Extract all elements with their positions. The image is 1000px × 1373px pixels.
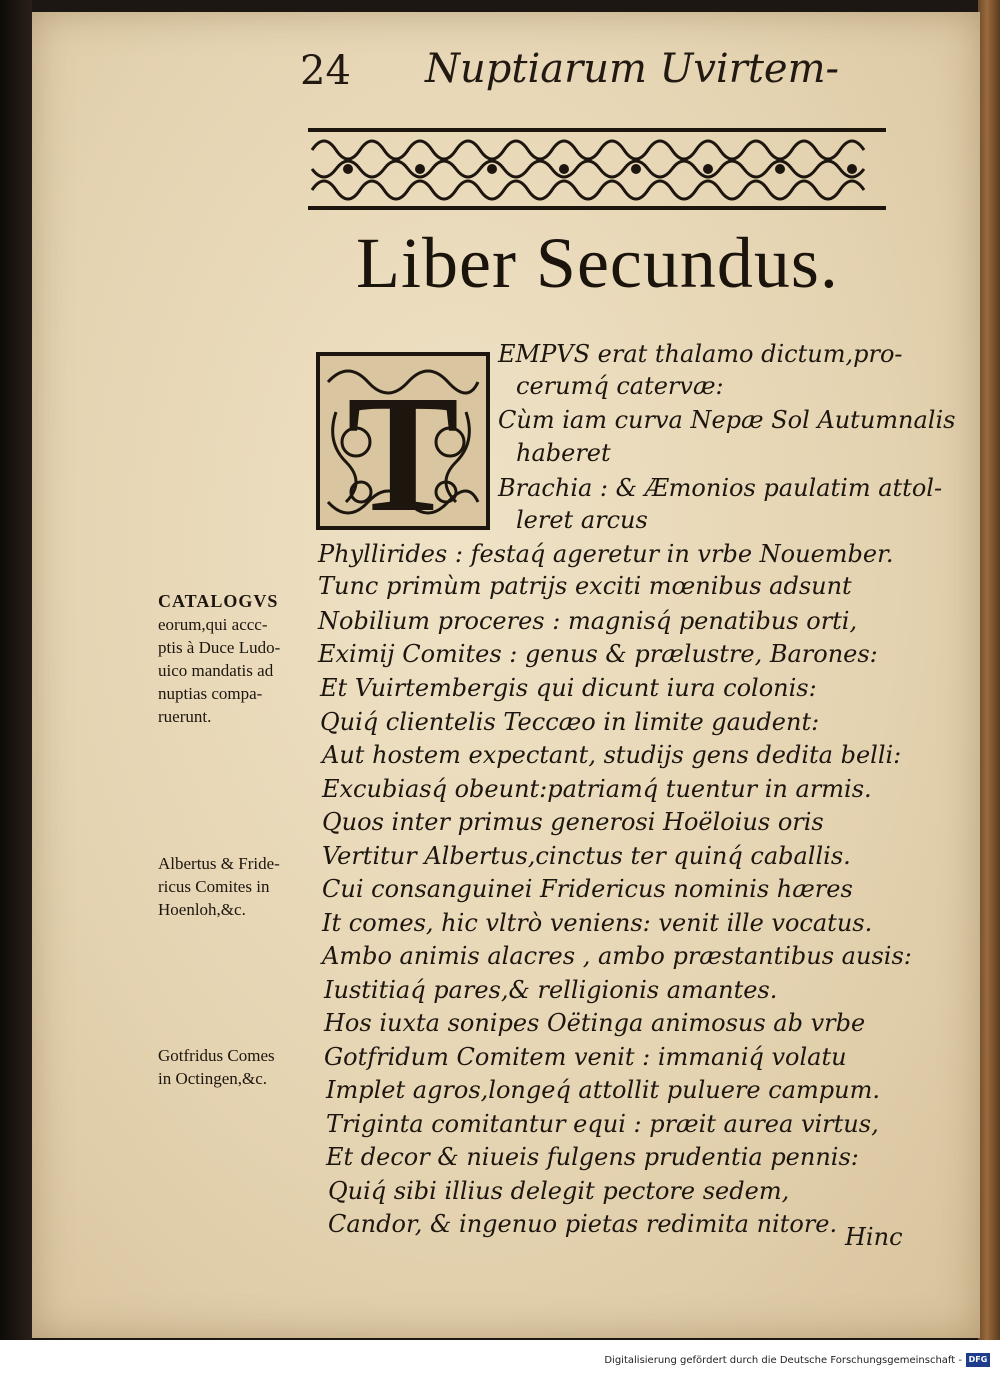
poem-line: Iustitiaq́ pares,& relligionis amantes. — [324, 976, 778, 1004]
poem-line: Candor, & ingenuo pietas redimita nitore. — [328, 1210, 838, 1238]
dropcap-letter: T — [346, 361, 460, 530]
dfg-logo[interactable]: DFG — [966, 1353, 990, 1367]
poem-line: cerumq́ catervæ: — [516, 372, 724, 400]
ornament-band-icon — [308, 128, 886, 210]
marginal-note-line: Gotfridus Comes — [158, 1046, 275, 1065]
marginal-note-line: CATALOGVS — [158, 591, 279, 611]
poem-line: Et decor & niueis fulgens prudentia pennis: — [326, 1143, 859, 1171]
running-title: Nuptiarum Uvirtem- — [425, 46, 840, 92]
poem-line: Eximij Comites : genus & prælustre, Barones: — [318, 640, 878, 668]
poem-line: Hos iuxta sonipes Oëtinga animosus ab vrbe — [324, 1009, 866, 1037]
marginal-note-line: eorum,qui accc- — [158, 615, 268, 634]
poem-line: haberet — [516, 439, 611, 467]
page-number: 24 — [300, 48, 351, 94]
poem-line: Phyllirides : festaq́ ageretur in vrbe Nouember. — [318, 540, 894, 568]
poem-line: Cui consanguinei Fridericus nominis hæres — [322, 875, 853, 903]
marginal-note-line: in Octingen,&c. — [158, 1069, 268, 1088]
chapter-title: Liber Secundus. — [356, 223, 839, 303]
funding-credit: Digitalisierung gefördert durch die Deutsche Forschungsgemeinschaft - — [604, 1355, 962, 1366]
marginal-note — [158, 1044, 275, 1090]
poem-line: EMPVS erat thalamo dictum,pro- — [498, 340, 903, 368]
marginal-note-line: uico mandatis ad — [158, 661, 274, 680]
poem-line: Tunc primùm patrijs exciti mœnibus adsunt — [318, 572, 852, 600]
poem-line: leret arcus — [516, 506, 648, 534]
marginal-note-line: Hoenloh,&c. — [158, 900, 246, 919]
marginal-note-line: nuptias compa- — [158, 684, 263, 703]
poem-line: It comes, hic vltrò veniens: venit ille vocatus. — [322, 909, 873, 937]
poem-line: Brachia : & Æmonios paulatim attol- — [498, 474, 943, 502]
poem-line: Nobilium proceres : magnisq́ penatibus orti, — [318, 607, 858, 635]
poem-line: Excubiasq́ obeunt:patriamq́ tuentur in armis. — [322, 775, 872, 803]
poem-line: Quos inter primus generosi Hoëloius oris — [322, 808, 824, 836]
poem-line: Quiq́ sibi illius delegit pectore sedem, — [328, 1177, 790, 1205]
marginal-note — [158, 852, 280, 921]
marginal-note-line: ruerunt. — [158, 707, 212, 726]
decorated-initial-icon — [316, 352, 490, 530]
poem-line: Vertitur Albertus,cinctus ter quinq́ caballis. — [322, 842, 851, 870]
poem-line: Quiq́ clientelis Teccæo in limite gaudent: — [320, 708, 820, 736]
marginal-note-line: ricus Comites in — [158, 877, 270, 896]
marginal-note-line: ptis à Duce Ludo- — [158, 638, 281, 657]
poem-line: Gotfridum Comitem venit : immaniq́ volatu — [324, 1043, 847, 1071]
poem-line: Cùm iam curva Nepæ Sol Autumnalis — [498, 406, 956, 434]
poem-line: Ambo animis alacres , ambo præstantibus ausis: — [322, 942, 912, 970]
poem-line: Triginta comitantur equi : præit aurea virtus, — [326, 1110, 879, 1138]
book-edge — [978, 0, 1000, 1340]
poem-line: Aut hostem expectant, studijs gens dedita belli: — [322, 741, 902, 769]
catchword: Hinc — [845, 1223, 903, 1251]
poem-line: Implet agros,longeq́ attollit puluere campum. — [326, 1076, 880, 1104]
marginal-note-line: Albertus & Fride- — [158, 854, 280, 873]
marginal-note — [158, 590, 280, 728]
scan-left-edge — [0, 0, 32, 1340]
poem-line: Et Vuirtembergis qui dicunt iura colonis: — [320, 674, 817, 702]
